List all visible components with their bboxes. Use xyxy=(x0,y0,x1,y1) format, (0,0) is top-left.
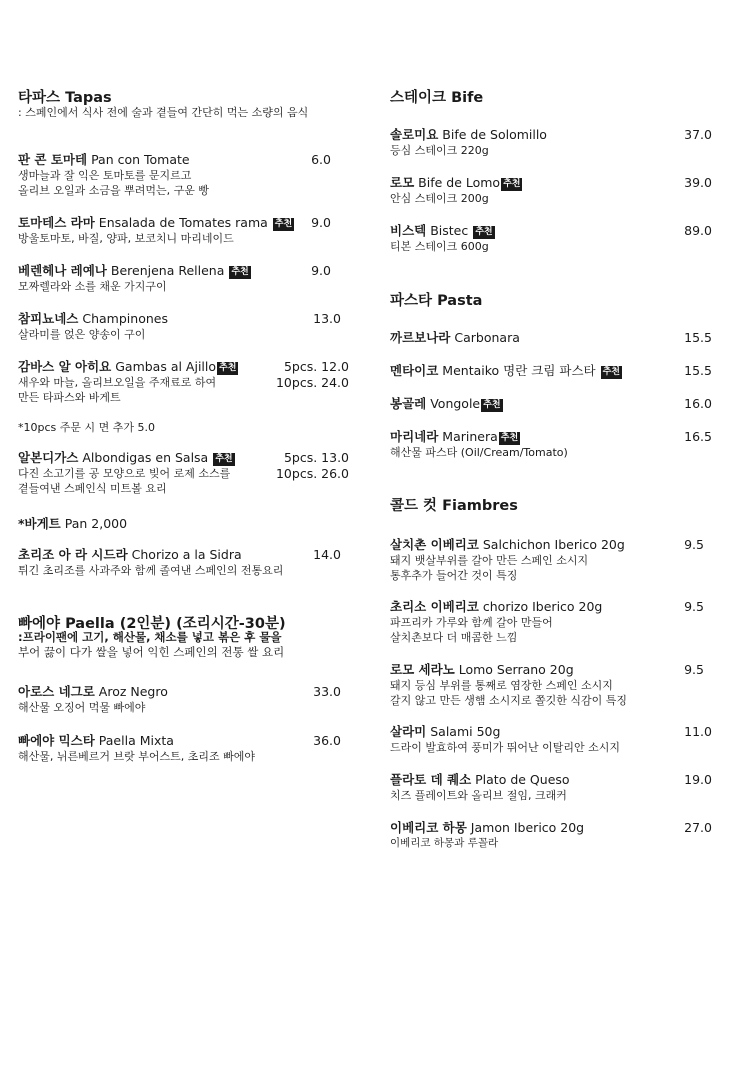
item-desc: 티본 스테이크 600g xyxy=(390,240,489,253)
recommend-badge: 추천 xyxy=(231,267,249,277)
item-name-ko: 아로스 네그로 xyxy=(18,684,95,699)
item-desc: 돼지 등심 부위를 통째로 염장한 스페인 소시지 xyxy=(390,679,613,692)
item-name-es: Vongole xyxy=(430,396,481,411)
paella-title: 빠에야 Paella (2인분) (조리시간-30분) xyxy=(18,616,286,632)
item-name-es: Bife de Lomo xyxy=(418,175,501,190)
recommend-badge: 추천 xyxy=(503,179,521,189)
menu-item xyxy=(390,662,720,708)
item-desc: 이베리코 하몽과 루꼴라 xyxy=(390,837,499,849)
item-name-ko: 감바스 알 아히요 xyxy=(18,359,112,374)
menu-item xyxy=(18,311,353,342)
item-price: 15.5 xyxy=(684,363,712,378)
item-desc: 모짜렐라와 소를 채운 가지구이 xyxy=(18,280,167,293)
menu-item xyxy=(390,599,720,645)
item-name-ko: 플라토 데 퀘소 xyxy=(390,772,472,787)
paella-desc-line: 부어 끓이 다가 쌀을 넣어 익힌 스페인의 전통 쌀 요리 xyxy=(18,645,285,659)
menu-item xyxy=(390,330,720,346)
item-name-es: Gambas al Ajillo xyxy=(115,359,217,374)
item-price: 37.0 xyxy=(684,127,712,142)
item-desc: 해산물 파스타 (Oil/Cream/Tomato) xyxy=(390,446,568,459)
item-name-ko: 참피뇨네스 xyxy=(18,311,79,326)
menu-item xyxy=(18,263,353,294)
menu-item xyxy=(390,724,720,755)
item-name-es: Jamon Iberico 20g xyxy=(470,820,585,835)
item-desc: 올리브 오일과 소금을 뿌려먹는, 구운 빵 xyxy=(18,184,209,197)
item-price: 10pcs. 26.0 xyxy=(275,466,349,481)
item-desc: 생마늘과 잘 익은 토마토를 문지르고 xyxy=(18,169,192,182)
item-name-ko: *바게트 xyxy=(18,516,61,531)
item-price: 19.0 xyxy=(684,772,712,787)
item-price: 27.0 xyxy=(684,820,712,835)
item-name-ko: 로모 세라노 xyxy=(390,662,455,677)
item-name-ko: 이베리코 하몽 xyxy=(390,820,467,835)
item-desc: 돼지 뱃살부위를 갈아 만든 스페인 소시지 xyxy=(390,554,589,567)
item-price-lines xyxy=(276,450,349,482)
menu-item xyxy=(18,547,353,578)
paella-desc xyxy=(18,630,284,660)
item-price: 11.0 xyxy=(684,724,712,739)
item-name-ko: 초리조 아 라 시드라 xyxy=(18,547,128,562)
item-desc: 드라이 발효하여 풍미가 뛰어난 이탈리안 소시지 xyxy=(390,741,621,754)
recommend-badge: 추천 xyxy=(274,219,293,229)
item-name-es: Marinera xyxy=(442,429,498,444)
item-name-es: Salchichon Iberico 20g xyxy=(482,537,625,552)
menu-item xyxy=(390,820,720,851)
item-name-es: Chorizo a la Sidra xyxy=(131,547,242,562)
item-name-es: Carbonara xyxy=(454,330,520,345)
menu-item xyxy=(390,175,720,206)
item-price: 89.0 xyxy=(684,223,712,238)
item-name-ko: 살라미 xyxy=(390,724,427,739)
menu-item xyxy=(18,450,353,496)
item-name-ko: 빠에야 믹스타 xyxy=(18,733,95,748)
item-price: 9.5 xyxy=(684,599,704,614)
item-desc: 해산물, 뉘른베르거 브랏 부어스트, 초리조 빠에야 xyxy=(18,750,255,763)
item-desc: 등심 스테이크 220g xyxy=(390,144,489,157)
item-desc: 다진 소고기를 공 모양으로 빚어 로제 소스를 xyxy=(18,467,231,480)
steak-title: 스테이크 Bife xyxy=(390,90,484,106)
item-price: 36.0 xyxy=(313,733,341,748)
item-desc: 만든 타파스와 바게트 xyxy=(18,391,121,404)
item-price: 14.0 xyxy=(313,547,341,562)
item-name-ko: 베렌헤나 레예나 xyxy=(18,263,107,278)
menu-item xyxy=(18,152,353,198)
item-name-es: Bistec xyxy=(430,223,469,238)
item-desc: 곁들여낸 스페인식 미트볼 요리 xyxy=(18,482,167,495)
item-price: 5pcs. 13.0 xyxy=(283,450,349,465)
item-price: 9.0 xyxy=(311,215,331,230)
item-price: 13.0 xyxy=(313,311,341,326)
item-price: 9.5 xyxy=(684,662,704,677)
item-price: 16.0 xyxy=(684,396,712,411)
item-name-ko: 판 콘 토마테 xyxy=(18,152,88,167)
recommend-badge: 추천 xyxy=(215,454,233,464)
item-name-ko: 까르보나라 xyxy=(390,330,451,345)
item-name-es: Salami 50g xyxy=(430,724,501,739)
item-name-ko: 살치촌 이베리코 xyxy=(390,537,479,552)
menu-item xyxy=(18,215,353,246)
menu-item xyxy=(18,359,353,405)
item-price: 9.5 xyxy=(684,537,704,552)
item-price: 5pcs. 12.0 xyxy=(283,359,349,374)
item-name-ko: 마리네라 xyxy=(390,429,439,444)
item-name-es: Mentaiko 명란 크림 파스타 xyxy=(442,363,596,378)
item-price-lines xyxy=(276,359,349,391)
item-desc: 안심 스테이크 200g xyxy=(390,192,489,205)
item-name-ko: 멘타이코 xyxy=(390,363,439,378)
item-desc: 새우와 마늘, 올리브오일을 주재료로 하여 xyxy=(18,376,217,389)
menu-item xyxy=(390,363,720,379)
item-price: 6.0 xyxy=(311,152,331,167)
item-name-es: Plato de Queso xyxy=(475,772,570,787)
item-desc: 해산물 오징어 먹물 빠에야 xyxy=(18,701,146,714)
item-name-ko: 알본디가스 xyxy=(18,450,79,465)
recommend-badge: 추천 xyxy=(500,433,519,443)
item-desc: 갈지 않고 만든 생햄 소시지로 쫄깃한 식감이 특징 xyxy=(390,694,627,707)
menu-item xyxy=(390,537,720,583)
menu-item xyxy=(390,127,720,158)
tapas-title: 타파스 Tapas xyxy=(18,90,112,106)
item-name-ko: 로모 xyxy=(390,175,415,190)
item-name-es: Bife de Solomillo xyxy=(442,127,547,142)
item-price: 33.0 xyxy=(313,684,341,699)
item-desc: 튀긴 초리조를 사과주와 함께 졸여낸 스페인의 전통요리 xyxy=(18,564,284,577)
item-price: 16.5 xyxy=(684,429,712,444)
recommend-badge: 추천 xyxy=(483,400,501,410)
item-desc: 방울토마토, 바질, 양파, 보코치니 마리네이드 xyxy=(18,232,234,245)
menu-item xyxy=(18,684,353,715)
recommend-badge: 추천 xyxy=(475,227,493,237)
tapas-note: *10pcs 주문 시 면 추가 5.0 xyxy=(18,421,155,434)
item-price: 9.0 xyxy=(311,263,331,278)
item-desc: 살치촌보다 더 매콤한 느낌 xyxy=(390,631,518,644)
item-name-ko: 봉골레 xyxy=(390,396,427,411)
item-desc: 치즈 플레이트와 올리브 절임, 크래커 xyxy=(390,789,567,802)
menu-item xyxy=(390,396,720,412)
item-name-es: Albondigas en Salsa xyxy=(82,450,209,465)
item-price: 15.5 xyxy=(684,330,712,345)
item-name-es: chorizo Iberico 20g xyxy=(482,599,603,614)
tapas-subtitle: : 스페인에서 식사 전에 술과 곁들여 간단히 먹는 소량의 음식 xyxy=(18,106,309,119)
item-name-ko: 비스텍 xyxy=(390,223,427,238)
menu-item xyxy=(390,223,720,254)
item-desc: 파프리카 가루와 함께 갈아 만들어 xyxy=(390,616,553,629)
item-name-es: Champinones xyxy=(82,311,168,326)
item-name-es: Lomo Serrano 20g xyxy=(458,662,574,677)
item-name-ko: 솔로미요 xyxy=(390,127,439,142)
menu-item xyxy=(18,733,353,764)
item-desc: 통후추가 들어간 것이 특징 xyxy=(390,569,518,582)
pasta-title: 파스타 Pasta xyxy=(390,293,483,309)
item-name-es: Aroz Negro xyxy=(98,684,168,699)
item-name-es: Berenjena Rellena xyxy=(110,263,225,278)
item-name-ko: 초리소 이베리코 xyxy=(390,599,479,614)
item-name-es: Pan con Tomate xyxy=(91,152,190,167)
cold-title: 콜드 컷 Fiambres xyxy=(390,498,518,514)
recommend-badge: 추천 xyxy=(602,367,620,377)
baguette-line xyxy=(18,514,127,532)
item-name-es: Paella Mixta xyxy=(98,733,174,748)
item-price: 39.0 xyxy=(684,175,712,190)
paella-desc-line: :프라이팬에 고기, 해산물, 채소를 넣고 볶은 후 물을 xyxy=(18,630,282,644)
item-name-es: Ensalada de Tomates rama xyxy=(98,215,268,230)
recommend-badge: 추천 xyxy=(219,363,237,373)
item-price: 10pcs. 24.0 xyxy=(275,375,349,390)
item-name-ko: 토마테스 라마 xyxy=(18,215,95,230)
menu-item xyxy=(390,772,720,803)
item-name-es: Pan 2,000 xyxy=(64,516,128,531)
item-desc: 살라미를 얹은 양송이 구이 xyxy=(18,328,146,341)
menu-item xyxy=(390,429,720,460)
